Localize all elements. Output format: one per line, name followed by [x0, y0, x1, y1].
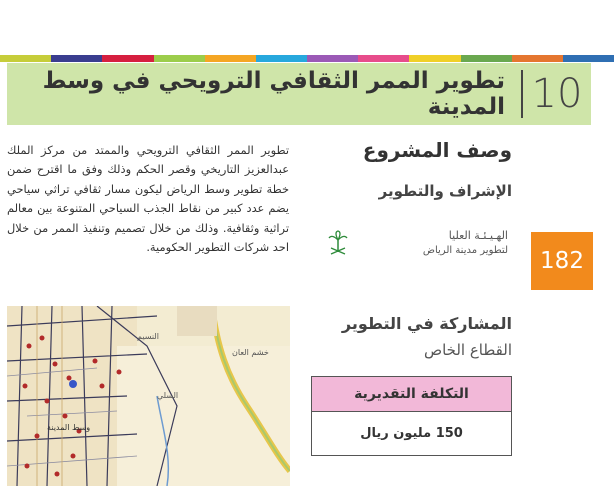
page-number-badge: 182	[531, 232, 593, 290]
supervision-label: الإشراف والتطوير	[378, 182, 512, 200]
color-stripe-segment	[0, 55, 51, 62]
project-number: 10	[531, 71, 583, 117]
color-stripe-segment	[409, 55, 460, 62]
map-label-sulay: السلي	[157, 391, 179, 400]
color-stripe-segment	[307, 55, 358, 62]
participation-label: المشاركة في التطوير	[341, 314, 512, 333]
color-stripe-segment	[51, 55, 102, 62]
project-description: تطوير الممر الثقافي الترويحي والممتد من مركز الملك عبدالعزيز التاريخي وقصر الحكم وذلك وفق ما اقترح ضمن خطة تطوير وسط الرياض ليكون مسار ثقافي تراثي سياحي يضم عدد كبير من نقاط الجذب السياحي المتنوعة بين معالم تراثية وثقافية. وذلك من خلال تصميم وتنفيذ الممر من خلال احد شركات التطوير الحكومية.	[7, 143, 289, 255]
cost-label: التكلفة التقديرية	[312, 377, 511, 412]
map-label-naseem: النسيم	[137, 332, 159, 341]
color-stripe-segment	[563, 55, 614, 62]
map-label-khashm: خشم العان	[232, 348, 269, 357]
color-stripe-segment	[256, 55, 307, 62]
map-graphic	[7, 306, 290, 486]
color-stripe-segment	[461, 55, 512, 62]
color-stripe-segment	[512, 55, 563, 62]
participation-value: القطاع الخاص	[423, 341, 512, 359]
color-stripe-segment	[102, 55, 153, 62]
header-divider	[521, 70, 523, 118]
cost-value: 150 مليون ريال	[360, 426, 463, 441]
logo-line-1: الهـيـئـة العليا	[448, 229, 508, 242]
color-stripe-segment	[154, 55, 205, 62]
section-title: وصف المشروع	[362, 138, 512, 162]
project-info	[300, 138, 512, 200]
color-stripe-segment	[205, 55, 256, 62]
palm-emblem-icon	[328, 230, 348, 256]
logo-line-2: لتطوير مدينة الرياض	[422, 245, 508, 256]
participation-block	[300, 314, 512, 359]
cost-box	[311, 376, 512, 456]
project-title: تطوير الممر الثقافي الترويحي في وسط المدينة	[42, 68, 505, 120]
color-stripe-segment	[358, 55, 409, 62]
map-label-downtown: وسط المدينة	[47, 423, 91, 432]
location-map	[7, 306, 290, 486]
color-stripe-bar	[0, 55, 614, 62]
authority-logo	[328, 227, 508, 261]
section-header	[7, 63, 591, 125]
